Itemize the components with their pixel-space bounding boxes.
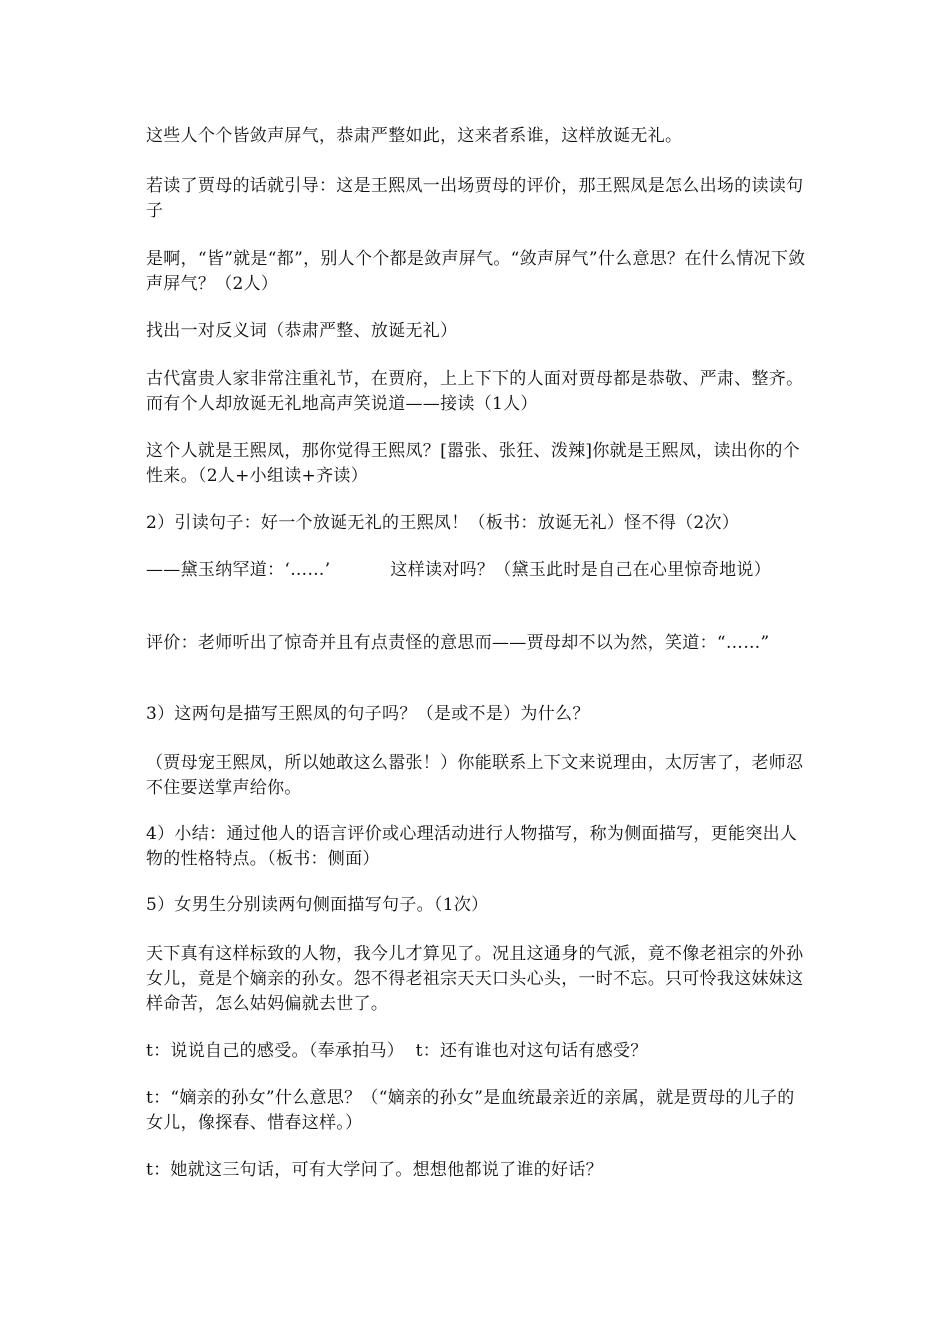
- paragraph: [146, 1158, 808, 1183]
- paragraph: [146, 319, 808, 344]
- paragraph-text: 评价：老师听出了惊奇并且有点责怪的意思而——贾母却不以为然，笑道：“……”: [146, 633, 770, 653]
- paragraph-text: ——黛玉纳罕道：‘……’: [146, 560, 331, 580]
- paragraph-text: 找出一对反义词（恭肃严整、放诞无礼）: [146, 321, 458, 341]
- paragraph-text: 4）小结：通过他人的语言评价或心理活动进行人物描写，称为侧面描写，更能突出人物的性格特点。（板书：侧面）: [146, 824, 798, 869]
- paragraph: [146, 1039, 808, 1064]
- paragraph-text: t：“嫡亲的孙女”什么意思？（“嫡亲的孙女”是血统最亲近的亲属，就是贾母的儿子的女儿，像探春、惜春这样。）: [146, 1088, 795, 1133]
- paragraph: [146, 511, 808, 536]
- paragraph-text: t：她就这三句话，可有大学问了。想想他都说了谁的好话？: [146, 1160, 603, 1180]
- paragraph-text: 这些人个个皆敛声屏气，恭肃严整如此，这来者系谁，这样放诞无礼。: [146, 126, 683, 146]
- paragraph-text: （贾母宠王熙凤，所以她敢这么嚣张！）你能联系上下文来说理由，太厉害了，老师忍不住要送掌声给你。: [146, 753, 804, 798]
- paragraph-text: t：还有谁也对这句话有感受？: [415, 1041, 648, 1061]
- paragraph: [146, 367, 808, 417]
- paragraph: [146, 702, 808, 727]
- paragraph: [146, 893, 808, 918]
- paragraph: [146, 751, 808, 801]
- paragraph-text: 这个人就是王熙凤，那你觉得王熙凤？[嚣张、张狂、泼辣]你就是王熙凤，读出你的个性来。（2人+小组读+齐读）: [146, 441, 800, 486]
- paragraph-text: 5）女男生分别读两句侧面描写句子。（1次）: [146, 895, 489, 915]
- paragraph-text: 古代富贵人家非常注重礼节，在贾府，上上下下的人面对贾母都是恭敬、严肃、整齐。而有个人却放诞无礼地高声笑说道——接读（1人）: [146, 369, 804, 414]
- paragraph-text: 这样读对吗？（黛玉此时是自己在心里惊奇地说）: [390, 560, 772, 580]
- paragraph-text: t：说说自己的感受。（奉承拍马）: [146, 1041, 405, 1061]
- paragraph: [146, 124, 808, 149]
- paragraph: [146, 942, 808, 1017]
- paragraph: [146, 174, 808, 224]
- paragraph: [146, 631, 808, 656]
- paragraph: [146, 1086, 808, 1136]
- paragraph-text: 2）引读句子：好一个放诞无礼的王熙凤！（板书：放诞无礼）怪不得（2次）: [146, 513, 740, 533]
- paragraph: [146, 822, 808, 872]
- paragraph: [146, 439, 808, 489]
- paragraph: [146, 558, 808, 583]
- paragraph-text: 天下真有这样标致的人物，我今儿才算见了。况且这通身的气派，竟不像老祖宗的外孙女儿，竟是个嫡亲的孙女。怨不得老祖宗天天口头心头，一时不忘。只可怜我这妹妹这样命苦，怎么姑妈偏就去世了。: [146, 944, 804, 1014]
- paragraph-text: 是啊，“皆”就是“都”，别人个个都是敛声屏气。“敛声屏气”什么意思？在什么情况下敛声屏气？（2人）: [146, 249, 806, 294]
- paragraph: [146, 247, 808, 297]
- paragraph-text: 若读了贾母的话就引导：这是王熙凤一出场贾母的评价，那王熙凤是怎么出场的读读句子: [146, 176, 804, 221]
- paragraph-text: 3）这两句是描写王熙凤的句子吗？（是或不是）为什么？: [146, 704, 590, 724]
- spacer: [404, 1041, 415, 1061]
